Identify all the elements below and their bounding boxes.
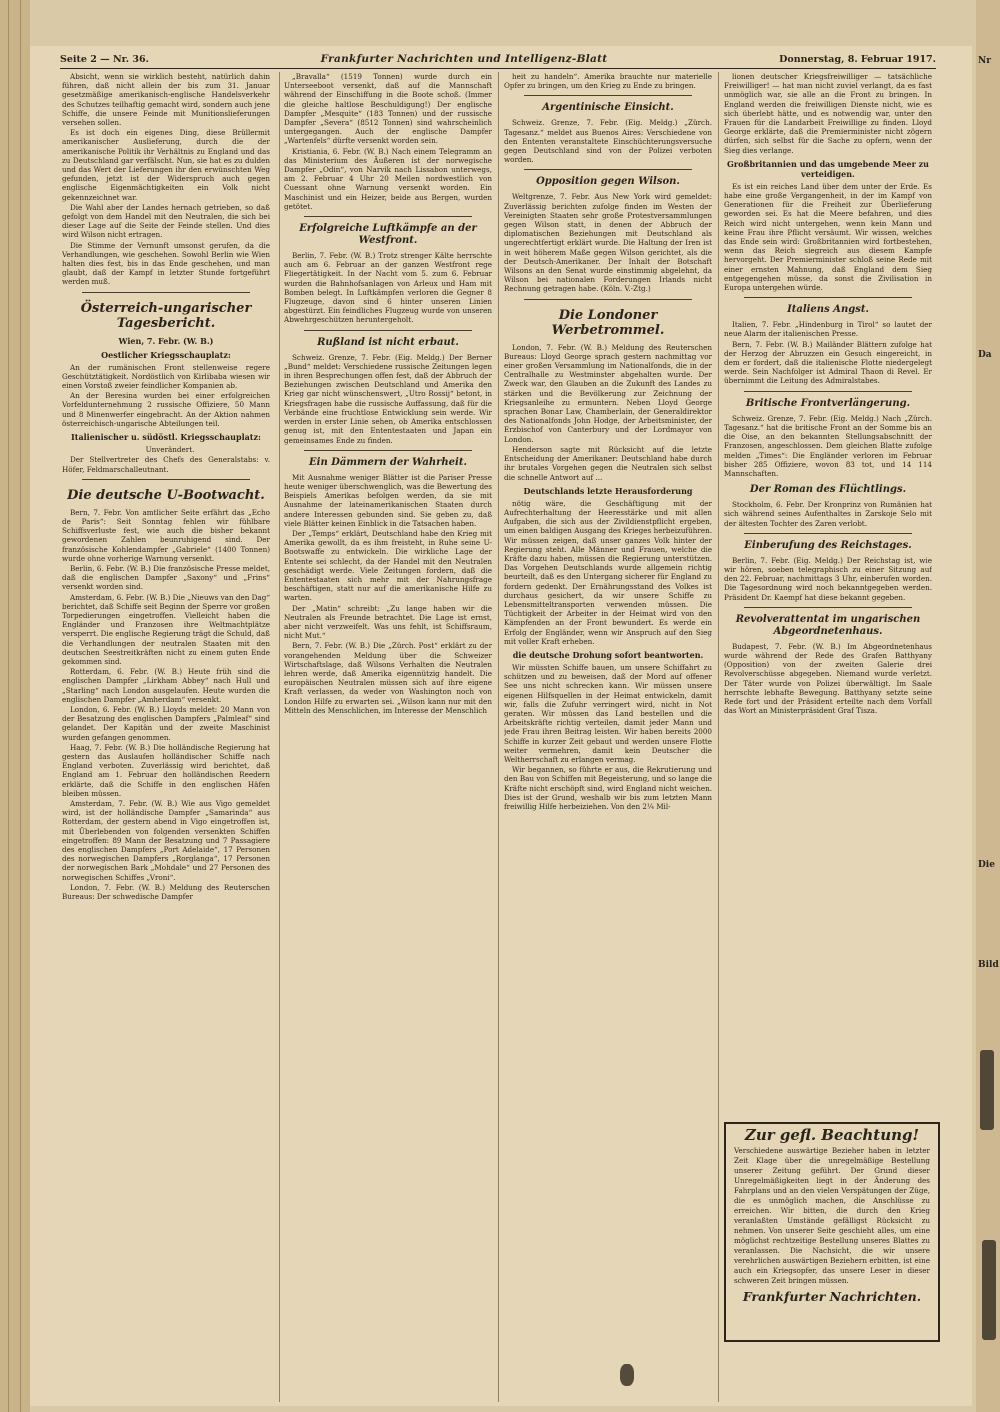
subheadline: Deutschlands letzte Herausforderung: [523, 485, 693, 496]
signature: Der Stellvertreter des Chefs des Generalstabs: v. Höfer, Feldmarschalleutnant.: [62, 455, 270, 474]
notice-box: [724, 1122, 940, 1342]
article-text: Wir begannen, so führte er aus, die Rekrutierung und den Bau von Schiffen mit Begeisterung, und so lange die Kräfte nicht erschöpft sind, wird England nicht weichen. Dies ist der Grund, weshalb wir bis zum letzten Mann freiwillig Hilfe herbeiziehen. Von den 2¼ Mil-: [504, 765, 712, 811]
headline-tagesbericht: Österreich-ungarischer Tagesbericht.: [80, 300, 252, 331]
article-text: Stockholm, 6. Febr. Der Kronprinz von Rumänien hat sich während seines Aufenthaltes in Zarskoje Selo mit der ältesten Tochter des Zaren verlobt.: [724, 500, 932, 528]
article-text: nötig wäre, die Geschäftigung mit der Aufrechterhaltung der Heeresstärke und mit allen Aufgaben, die sich aus der Zivildienstpflicht ergeben, um einen baldigen Ausgang des Krieges herbeizuführen. Wir müssen zeigen, daß unser ganzes Volk hinter der Regierung steht. Alle Männer und Frauen, welche die Kräfte dazu haben, müssen die Regierung unterstützen. Das Vorgehen Deutschlands wurde allgemein richtig beurteilt, daß es den Untergang sicherer für England zu fordern gedenkt. Der Ernährungsstand des Volkes ist durchaus gesichert, da wir unsere Schiffe zu Lebensmitteltransporten verwenden müssen. Die Tüchtigkeit der Arbeiter in der Heimat wird von den Kämpfenden an der Front bewundert. Es werde ein Erfolg der Engländer, wenn wir Anspruch auf den Sieg mit voller Kraft erheben.: [504, 498, 712, 646]
subheadline: Großbritannien und das umgebende Meer zu verteidigen.: [727, 158, 929, 179]
subheadline: die deutsche Drohung sofort beantworten.: [512, 649, 704, 660]
adjacent-page-fragment: Da: [978, 350, 992, 360]
adjacent-page-fragment: Die: [978, 860, 995, 870]
header-date: Donnerstag, 8. Februar 1917.: [779, 53, 936, 65]
article-text: Die Wahl aber der Landes hernach getrieben, so daß gefolgt von dem Handel mit den Neutralen, die sich bei dieser Lage auf die Seite der Feinde stellen. Und dies wird Wilson nicht ertragen.: [62, 202, 270, 240]
adjacent-page-fragment: Bild: [978, 960, 999, 970]
article-text: Berlin, 7. Febr. (W. B.) Trotz strenger Kälte herrschte auch am 6. Februar an der ganzen Westfront rege Fliegertätigkeit. In der Nacht vom 5. zum 6. Februar wurden die Bahnhofsanlagen von Arleux und Ham mit Bomben belegt. In Luftkämpfen verloren die Gegner 8 Flugzeuge, davon sind 6 hinter unseren Linien abgestürzt. Ein feindliches Flugzeug wurde von unseren Abwehrgeschützen heruntergeholt.: [284, 251, 492, 325]
separator: [524, 299, 692, 300]
headline-frontverlaengerung: Britische Frontverlängerung.: [745, 397, 911, 409]
ink-blot: [980, 1050, 994, 1130]
ink-blot: [620, 1364, 634, 1386]
headline-daemmern: Ein Dämmern der Wahrheit.: [309, 456, 467, 468]
article-text: Der „Matin“ schreibt: „Zu lange haben wir die Neutralen als Freunde betrachtet. Die Lage ist ernst, aber nicht verzweifelt. Was uns fehlt, ist Schiffsraum, nicht Mut.“: [284, 603, 492, 641]
subheadline: Italienischer u. südöstl. Kriegsschauplatz:: [71, 432, 261, 443]
ink-blot: [982, 1240, 996, 1340]
headline-italien: Italiens Angst.: [787, 304, 869, 316]
separator: [82, 479, 250, 480]
article-text: Schweiz. Grenze, 7. Febr. (Eig. Meldg.) Nach „Zürch. Tagesanz.“ hat die britische Front an der Somme bis an die Oise, an den bekannten Stellungsabschnitt der Franzosen, angeschlossen. Dem gleichen Blatte zufolge melden „Times“: Die Engländer verloren im Februar bisher 285 Offiziere, wovon 83 tot, und 14 114 Mannschaften.: [724, 413, 932, 478]
adjacent-page-fragment: Nr: [978, 56, 991, 66]
article-text: Berlin, 7. Febr. (Eig. Meldg.) Der Reichstag ist, wie wir hören, soeben telegraphisch zu einer Sitzung auf den 22. Februar, nachmittags 3 Uhr, einberufen worden. Die Tagesordnung wird noch bekanntgegeben werden. Präsident Dr. Kaempf hat diese bekannt gegeben.: [724, 555, 932, 602]
separator: [524, 95, 692, 96]
article-text: Rotterdam, 6. Febr. (W. B.) Heute früh sind die englischen Dampfer „Lirkham Abbey“ nach Hull und „Starling“ nach London ausgelaufen. Heute wurden die englischen Dampfer „Amherdam“ versenkt.: [62, 667, 270, 704]
notice-title: Zur gefl. Beachtung!: [744, 1126, 920, 1144]
separator: [744, 533, 912, 534]
article-text: Budapest, 7. Febr. (W. B.) Im Abgeordnetenhaus wurde während der Rede des Grafen Batthyany (Opposition) von der zweiten Galerie drei Revolverschüsse abgegeben. Niemand wurde verletzt. Der Täter wurde von Polizei überwältigt. Im Saale herrschte lebhafte Bewegung. Batthyany setzte seine Rede fort und der Präsident erteilte nach dem Vorfall das Wort an Ministerpräsident Graf Tisza.: [724, 641, 932, 716]
column-rule: [498, 72, 499, 1402]
article-text: Berlin, 6. Febr. (W. B.) Die französische Presse meldet, daß die englischen Dampfer „Saxony“ und „Frins“ versenkt worden sind.: [62, 563, 270, 592]
article-text: Schweiz. Grenze, 7. Febr. (Eig. Meldg.) Der Berner „Bund“ meldet: Verschiedene russische Zeitungen legen in ihren Besprechungen offen fest, daß der Abbruch der Beziehungen zwischen Deutschland und Amerika den Krieg gar nicht wünschenswert, „Utro Rossij“ betont, in Kriegsfragen habe die russische Auffassung, daß für die Verbände eine fruchtlose Entwicklung sein werde. Wir werden in erster Linie sehen, ob Amerika entschlossen genug ist, mit den Ententestaaten und Japan ein gemeinsames Ende zu finden.: [284, 352, 492, 445]
article-text: Bern, 7. Febr. (W. B.) Die „Zürch. Post“ erklärt zu der vorangehenden Meldung über die Schweizer Wirtschaftslage, daß Wilsons Verhalten die Neutralen lehren werde, daß Amerika eigennützig handelt. Die europäischen Neutralen müssen sich auf ihre eigene Kraft verlassen, da weder von Washington noch von London Hilfe zu erwarten sei. „Wilson kann nur mit den Mitteln des Menschlichen, im Interesse der Menschlich: [284, 641, 492, 715]
article-text: Italien, 7. Febr. „Hindenburg in Tirol“ so lautet der neue Alarm der italienischen Presse.: [724, 320, 932, 339]
article-text: heit zu handeln“. Amerika brauchte nur materielle Opfer zu bringen, um den Krieg zu Ende zu bringen.: [504, 72, 712, 91]
headline-reichstag: Einberufung des Reichstages.: [744, 539, 912, 551]
headline-opposition: Opposition gegen Wilson.: [536, 176, 680, 188]
article-text: Haag, 7. Febr. (W. B.) Die holländische Regierung hat gestern das Auslaufen holländischer Schiffe nach England verboten. Zuverlässig wird berichtet, daß England am 1. Februar den holländischen Reedern erklärte, daß die Schiffe in den englischen Häfen bleiben müssen.: [62, 742, 270, 798]
article-text: Bern, 7. Febr. (W. B.) Mailänder Blättern zufolge hat der Herzog der Abruzzen ein Gesuch eingereicht, in dem er fordert, daß die italienische Flotte niedergelegt werde. Sein Nachfolger ist Admiral Thaon di Revel. Er übernimmt die Leitung des Admiralstabes.: [724, 339, 932, 386]
headline-fluechtling: Der Roman des Flüchtlings.: [749, 484, 907, 496]
article-text: Mit Ausnahme weniger Blätter ist die Pariser Presse heute weniger überschwenglich, was die Bewertung des Beispiels Amerikas befolgen werden, da sie mit Ausnahme der lateinamerikanischen Staaten durch andere Interessen gebunden sind. Sie geben zu, daß viele Blätter keinen Einblick in die Tatsachen haben.: [284, 472, 492, 528]
article-text: Absicht, wenn sie wirklich besteht, natürlich dahin führen, daß nicht allein der bis zum 31. Januar gesetzmäßige amerikanisch-englische Handelsverkehr des Schutzes teilhaftig gemacht wird, sondern auch jene Schiffe, die unsere Feinde mit Munitionslieferungen versehen sollen.: [62, 72, 270, 128]
column-2: [284, 72, 492, 1402]
masthead-title: Frankfurter Nachrichten und Intelligenz-Blatt: [320, 53, 608, 65]
article-text: Henderson sagte mit Rücksicht auf die letzte Entscheidung der Amerikaner: Deutschland habe durch ihr brutales Vorgehen gegen die Neutralen sich selbst die schnelle Antwort auf ...: [504, 444, 712, 482]
article-text: „Bravalla“ (1519 Tonnen) wurde durch ein Unterseeboot versenkt, daß auf die Mannschaft während der Einschiffung in die Boote schoß. (Immer die gleiche haltlose Beschuldigung!) Der englische Dampfer „Mesquite“ (183 Tonnen) und der russische Dampfer „Severa“ (8512 Tonnen) sind wahrscheinlich untergegangen. Auch der englische Dampfer „Wartenfels“ dürfte versenkt worden sein.: [284, 72, 492, 146]
gutter-line: [20, 0, 21, 1412]
column-1: [62, 72, 270, 1402]
article-text: An der Beresina wurden bei einer erfolgreichen Vorfeldunternehmung 2 russische Offiziere, 50 Mann und 8 Minenwerfer eingebracht. An der Aktion nahmen österreichisch-ungarische Abteilungen teil.: [62, 391, 270, 428]
gutter-line: [8, 0, 9, 1412]
page-header: [60, 50, 936, 68]
headline-revolverattentat: Revolverattentat im ungarischen Abgeordnetenhaus.: [735, 613, 921, 637]
article-text: Die Stimme der Vernunft umsonst gerufen, da die Verhandlungen, wie geschehen. Sowohl Berlin wie Wien halten dies fest, bis in das Ende geschehen, und man glaubt, daß der Kampf in letzter Stunde fortgeführt werden muß.: [62, 240, 270, 287]
separator: [82, 292, 250, 293]
article-text: Wir müssten Schiffe bauen, um unsere Schiffahrt zu schützen und zu beweisen, daß der Mord auf offener See uns nicht schrecken kann. Wir müssen unsere eigenen Hilfsquellen in der Heimat entwickeln, damit wir, falls die Zufuhr verringert wird, nicht in Not geraten. Wir müssen das Land bestellen und die Arbeitskräfte richtig verteilen, damit jeder Mann und jede Frau ihren Beitrag leisten. Wir haben bereits 2000 Schiffe in kurzer Zeit gebaut und werden unsere Flotte weiter vermehren, damit kein Deutscher die Weltherrschaft zu erlangen vermag.: [504, 662, 712, 764]
column-4: [724, 72, 932, 1116]
headline-luftkaempfe: Erfolgreiche Luftkämpfe an der Westfront.: [299, 223, 477, 247]
headline-uboot: Die deutsche U-Bootwacht.: [67, 487, 265, 503]
separator: [304, 330, 472, 331]
separator: [524, 169, 692, 170]
separator: [744, 391, 912, 392]
article-text: An der rumänischen Front stellenweise regere Geschütztätigkeit. Nordöstlich von Kirlibaba wiesen wir einen Vorstoß zweier feindlicher Kompanien ab.: [62, 362, 270, 391]
header-rule: [60, 68, 936, 69]
article-text: Amsterdam, 6. Febr. (W. B.) Die „Nieuws van den Dag“ berichtet, daß Schiffe seit Beginn der Sperre vor großen Torpedierungen eingetroffen. Vielleicht haben die Engländer und Franzosen ihre Weltmachtplätze versperrt. Die englische Regierung trägt die Schuld, daß die Verhandlungen der neutralen Staaten mit den deutschen Seestreitkräften nicht zu einem guten Ende gekommen sind.: [62, 592, 270, 666]
article-text: Bern, 7. Febr. Von amtlicher Seite erfährt das „Echo de Paris“: Seit Sonntag fehlen wir fühlbare Schiffsverluste fest, wie auch die bisher bekannt gewordenen Zahlen beunruhigend sind. Der französische Kohlendampfer „Gabriele“ (1400 Tonnen) wurde ohne vorherige Warnung versenkt.: [62, 507, 270, 563]
article-text: Weltgrenze, 7. Febr. Aus New York wird gemeldet: Zuverlässig berichten zufolge finden im Westen der Vereinigten Staaten sehr große Protestversammlungen gegen Wilson statt, in denen der Abbruch der diplomatischen Beziehungen mit Deutschland als ungerechtfertigt erklärt wurde. Die Haltung der Iren ist in weit höherem Maße gegen Wilson gerichtet, als die der Deutsch-Amerikaner. Der Inhalt der Botschaft Wilsons an den Senat wurde einstimmig abgelehnt, da Wilson bei nationalen Forderungen Irlands nicht Rechnung getragen habe. (Köln. V.-Ztg.): [504, 192, 712, 294]
header-left: Seite 2 — Nr. 36.: [60, 53, 149, 65]
separator: [304, 216, 472, 217]
next-page-edge: [976, 0, 1000, 1412]
column-rule: [718, 72, 719, 1402]
headline-werbetrommel: Die Londoner Werbetrommel.: [551, 307, 665, 338]
notice-body: Verschiedene auswärtige Bezieher haben in letzter Zeit Klage über die unregelmäßige Bestellung unserer Zeitung geführt. Der Grund dieser Unregelmäßigkeiten liegt in der Änderung des Fahrplans und an den vielen Verspätungen der Züge, die es unmöglich machen, die Anschlüsse zu erreichen. Wir bitten, die durch den Krieg veranlaßten Umstände gefälligst Rücksicht zu nehmen. Von unserer Seite geschieht alles, um eine möglichst rechtzeitige Bestellung unseres Blattes zu veranlassen. Die Nachsicht, die wir unsere verehrlichen auswärtigen Beziehern erbitten, ist eine auch ein Kriegsopfer, das unsere Leser in dieser schweren Zeit bringen müssen.: [734, 1146, 930, 1285]
column-3: [504, 72, 712, 1402]
binding-gutter: [0, 0, 30, 1412]
article-text: Unverändert.: [145, 445, 195, 455]
headline-russland: Rußland ist nicht erbaut.: [317, 336, 459, 348]
article-text: Es ist doch ein eigenes Ding, diese Brüllermit amerikanischer Auslieferung, durch die der amerikanische Politik ihr Verhältnis zu England und das zu Deutschland gar verfälscht. Nun, sie hat es zu dulden und das Wert der Lieferungen ihr den erwünschten Weg gefunden, jetzt ist der Widerspruch auch gegen englische Eigenmächtigkeiten ein Volk nicht gekennzeichnet war.: [62, 128, 270, 202]
column-rule: [279, 72, 280, 1402]
article-text: Es ist ein reiches Land über dem unter der Erde. Es habe eine große Vergangenheit, in der im Kampf von Generationen für die Freiheit zur Überlieferung geworden sei. Es hat die Meere befahren, und dies Reich wird nicht untergehen, wenn kein Mann und keine Frau ihre Pflicht versäumt. Wir wissen, welches das Ende sein wird: Großbritannien wird fortbestehen, wenn das Reich siegreich aus diesem Kampfe hervorgeht. Der Premierminister schloß seine Rede mit einer ernsten Mahnung, daß England dem Sieg entgegengehen müsse, da sonst die Zivilisation in Europa untergehen würde.: [724, 181, 932, 293]
article-text: London, 7. Febr. (W. B.) Meldung des Reuterschen Bureaus: Lloyd George sprach gestern nachmittag vor einer großen Versammlung im Nationalfonds, die in der Centralhalle zu Westminster abgehalten wurde. Der Zweck war, den Glauben an die Zukunft des Landes zu stärken und die Bevölkerung zur Zeichnung der Kriegsanleihe zu ermuntern. Neben Lloyd George sprachen Bonar Law, Chamberlain, der Generaldirektor des Nationalfonds John Hodge, der Arbeitsminister, der Erzbischof von Canterbury und der Lordmayor von London.: [504, 342, 712, 444]
article-text: Schweiz. Grenze, 7. Febr. (Eig. Meldg.) „Zürch. Tagesanz.“ meldet aus Buenos Aires: Verschiedene von den Ententen veranstaltete Einschüchterungsversuche gegen Deutschland sind von der Polizei verboten worden.: [504, 118, 712, 165]
subheadline: Oestlicher Kriegsschauplatz:: [101, 349, 231, 360]
dateline: Wien, 7. Febr. (W. B.): [118, 335, 214, 346]
headline-argentinien: Argentinische Einsicht.: [542, 102, 674, 114]
article-text: Kristiania, 6. Febr. (W. B.) Nach einem Telegramm an das Ministerium des Äußeren ist der norwegische Dampfer „Odin“, von Narvik nach Lissabon unterwegs, am 2. Februar 4 Uhr 20 Meilen nordwestlich von Cuessant ohne Warnung versenkt worden. Ein Maschinist und ein Heizer, beide aus Bergen, wurden getötet.: [284, 146, 492, 211]
article-text: London, 7. Febr. (W. B.) Meldung des Reuterschen Bureaus: Der schwedische Dampfer: [62, 882, 270, 902]
separator: [744, 607, 912, 608]
separator: [744, 297, 912, 298]
separator: [304, 450, 472, 451]
notice-signature: Frankfurter Nachrichten.: [742, 1289, 922, 1304]
article-text: lionen deutscher Kriegsfreiwilliger — tatsächliche Freiwilliger! — hat man nicht zuviel verlangt, da es fast unmöglich war, sie alle an die Front zu bringen. In England werden die freiwilligen Dienste nicht, wie es sich überlebt hätte, und es notwendig war, unter den Frauen für die Landarbeit Freiwillige zu finden. Lloyd George erklärte, daß die Premierminister nicht zögern dürfen, sich selbst für die Sache zu opfern, wenn der Sieg dies verlange.: [724, 72, 932, 155]
article-text: London, 6. Febr. (W. B.) Lloyds meldet: 20 Mann von der Besatzung des englischen Dampfers „Palmleaf“ sind gelandet. Der Kapitän und der zweite Maschinist wurden gefangen genommen.: [62, 704, 270, 742]
article-text: Amsterdam, 7. Febr. (W. B.) Wie aus Vigo gemeldet wird, ist der holländische Dampfer „Samarinda“ aus Rotterdam, der gestern abend in Vigo eingetroffen ist, mit Überlebenden von folgenden versenkten Schiffen eingetroffen: 89 Mann der Besatzung und 7 Passagiere des englischen Dampfers „Port Adelaide“, 17 Personen des norwegischen Dampfers „Rorglanga“, 17 Personen der norwegischen Bark „Mohdale“ und 27 Personen des norwegischen Schiffes „Vroni“.: [62, 799, 270, 882]
article-text: Der „Temps“ erklärt, Deutschland habe den Krieg mit Amerika gewollt, da es ihm freisteht, in Ruhe seine U-Bootswaffe zu entwickeln. Die wirkliche Lage der Entente sei schlecht, da der Handel mit den Neutralen geschädigt werde. Viele Zeitungen fordern, daß die Ententestaaten sich mehr mit der Nahrungsfrage beschäftigen, statt nur auf die amerikanische Hilfe zu warten.: [284, 528, 492, 603]
